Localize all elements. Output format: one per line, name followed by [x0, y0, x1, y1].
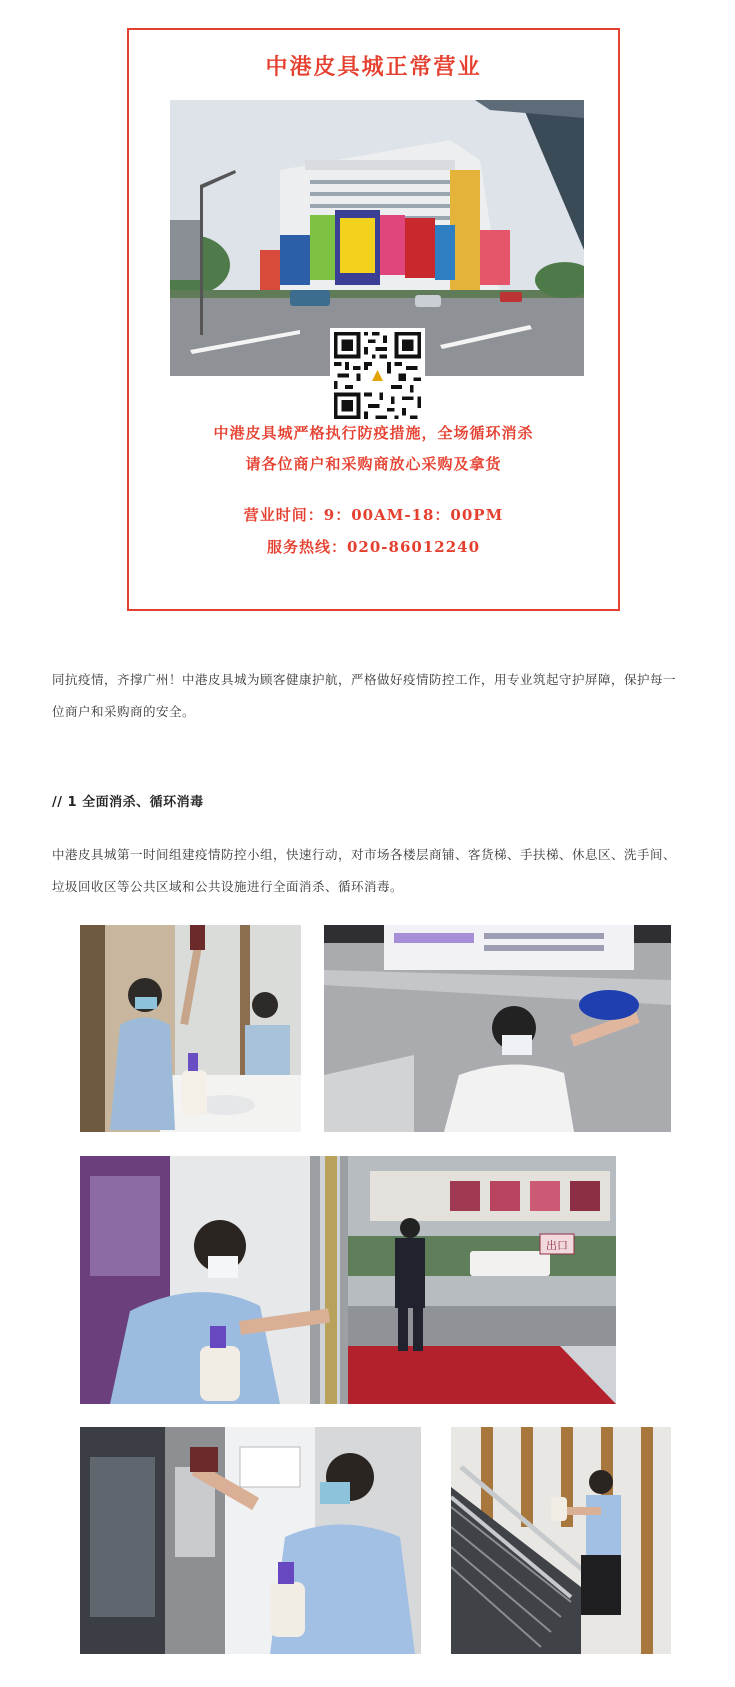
photo-mirror-cleaning [80, 925, 301, 1132]
poster-line-reassure: 请各位商户和采购商放心采购及拿货 [245, 455, 502, 473]
qr-code-icon [330, 328, 425, 423]
poster-title: 中港皮具城正常营业 [265, 55, 482, 80]
poster-line-measures: 中港皮具城严格执行防疫措施，全场循环消杀 [213, 424, 534, 442]
poster [127, 28, 620, 611]
photo-entrance-cleaning [80, 1156, 616, 1404]
photo-elevator-cleaning [324, 925, 671, 1132]
intro-paragraph [52, 664, 702, 728]
photo-escalator-cleaning [451, 1427, 671, 1654]
photo-elevator-button-cleaning [80, 1427, 421, 1654]
poster-hours: 营业时间：9：00AM-18：00PM [243, 506, 504, 524]
section-heading: // 1 全面消杀、循环消毒 [52, 795, 204, 810]
section-paragraph [52, 839, 702, 903]
section-line-2: 垃圾回收区等公共区域和公共设施进行全面消杀、循环消毒。 [52, 879, 404, 894]
intro-line-2: 位商户和采购商的安全。 [52, 704, 196, 719]
poster-hotline: 服务热线：020-86012240 [266, 538, 481, 556]
section-line-1: 中港皮具城第一时间组建疫情防控小组，快速行动，对市场各楼层商铺、客货梯、手扶梯、休息区、洗手间、 [52, 847, 677, 862]
exit-sign: 出口 [546, 1239, 568, 1252]
intro-line-1: 同抗疫情，齐撑广州！中港皮具城为顾客健康护航，严格做好疫情防控工作，用专业筑起守护屏障，保护每一 [52, 672, 677, 687]
